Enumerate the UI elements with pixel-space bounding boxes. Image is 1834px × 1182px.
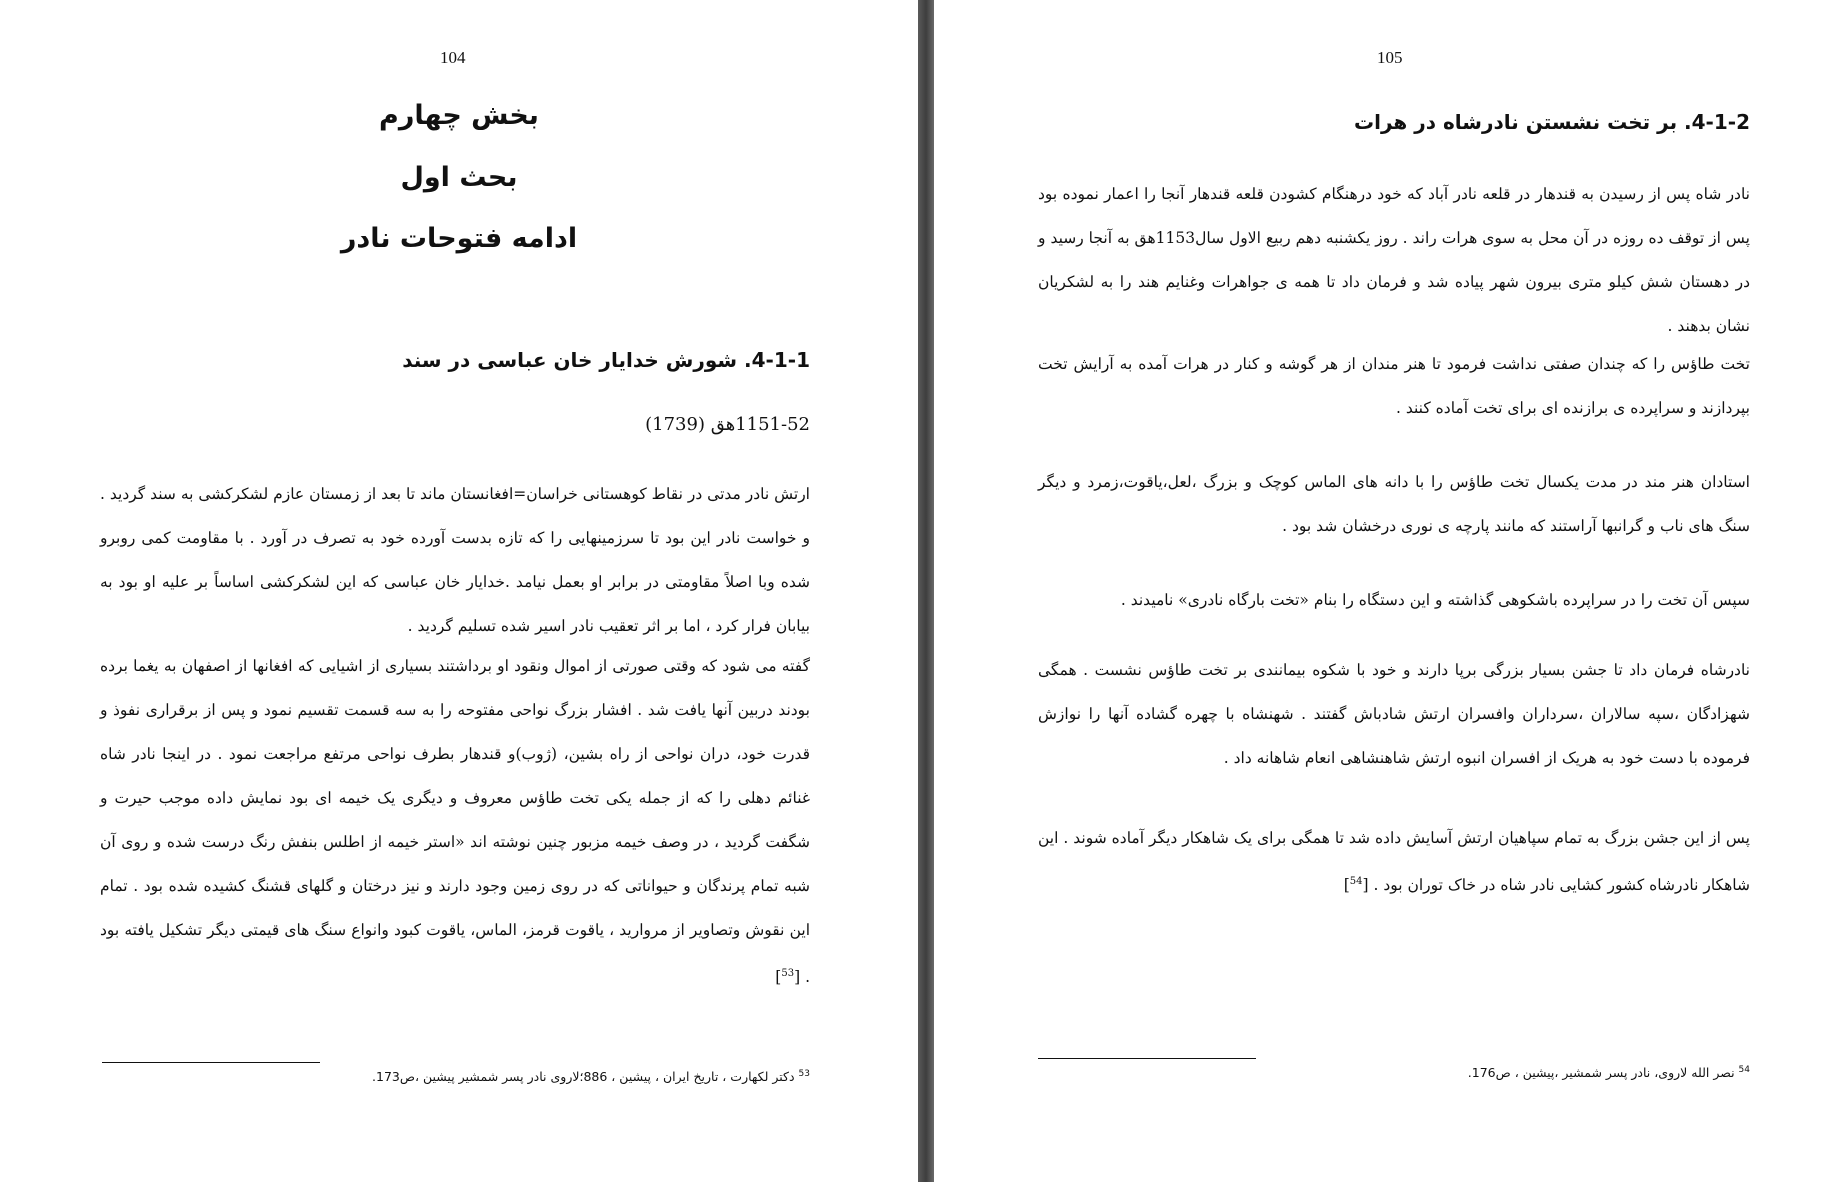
paragraph: استادان هنر مند در مدت یکسال تخت طاؤس را با دانه های الماس کوچک و بزرگ ،لعل،یاقوت،زمرد و دیگر سنگ های ناب و گرانبها آراستند که مانند پارچه ی نوری درخشان شد بود .	[1038, 473, 1750, 535]
paragraph	[100, 644, 810, 999]
reference-bracket: ]	[775, 968, 782, 987]
paragraph: سپس آن تخت را در سراپرده باشکوهی گذاشته و این دستگاه را بنام «تخت بارگاه نادری» نامیدند .	[1120, 591, 1750, 609]
footnote-divider	[1038, 1058, 1256, 1059]
reference-bracket: ]	[1343, 876, 1350, 895]
chapter-heading: بحث اول	[400, 162, 518, 193]
paragraph: ارتش نادر مدتی در نقاط کوهستانی خراسان=افغانستان ماند تا بعد از زمستان عازم لشکرکشی به سند گردید . و خواست نادر این بود تا سرزمینهایی را که تازه بدست آورده خود به تصرف در آورد . با مقاومت کمی روبرو شده وبا اصلاً مقاومتی در برابر او بعمل نیامد .خدایار خان عباسی که این لشکرکشی اساساً بر علیه او بود به بیابان فرار کرد ، اما بر اثر تعقیب نادر اسیر شده تسلیم گردید .	[100, 485, 810, 635]
page-number: 105	[1377, 48, 1403, 67]
page-number: 104	[440, 48, 466, 67]
section-title: 4-1-2. بر تخت نشستن نادرشاه در هرات	[1354, 110, 1750, 134]
section-title: 4-1-1. شورش خدایار خان عباسی در سند	[402, 348, 810, 372]
right-page	[934, 0, 1834, 1182]
footnote-text: دکتر لکهارت ، تاریخ ایران ، پیشین ، 886؛لاروی نادر پسر شمشیر پیشین ،ص173.	[372, 1069, 795, 1085]
footnote-divider	[102, 1062, 320, 1063]
part-heading: بخش چهارم	[379, 100, 539, 131]
footnote	[372, 1069, 810, 1084]
paragraph: نادر شاه پس از رسیدن به قندهار در قلعه نادر آباد که خود درهنگام کشودن قلعه قندهار آنجا را اعمار نموده بود پس از توقف ده روزه در آن محل به سوی هرات راند . روز یکشنبه دهم ربیع الاول سال1153هق به آنجا رسید و در دهستان شش کیلو متری بیرون شهر پیاده شد و فرمان داد تا همه ی جواهرات وغنایم هند را به لشکریان نشان بدهند .	[1038, 185, 1750, 335]
footnote-text: نصر الله لاروی، نادر پسر شمشیر ،پیشین ، ص176.	[1467, 1065, 1735, 1081]
paragraph	[1038, 816, 1750, 907]
paragraph: نادرشاه فرمان داد تا جشن بسیار بزرگی برپا دارند و خود با شکوه بیمانندی بر تخت طاؤس نشست . همگی شهزادگان ،سپه سالاران ،سرداران وافسران ارتش شادباش گفتند . شهنشاه با چهره گشاده آنها را نوازش فرموده با دست خود به هریک از افسران انبوه ارتش شاهنشاهی انعام شاهانه داد .	[1038, 661, 1750, 767]
topic-heading: ادامه فتوحات نادر	[340, 223, 578, 254]
footnote-reference[interactable]: 53	[781, 968, 795, 979]
footnote-number: 54	[1738, 1065, 1750, 1075]
footnote-reference[interactable]: 54	[1349, 876, 1363, 887]
date-line: 1151-52هق (1739)	[645, 414, 810, 435]
page-gutter	[918, 0, 934, 1182]
paragraph-text: گفته می شود که وقتی صورتی از اموال ونقود او برداشتند بسیاری از اشیایی که افغانها از اصفهان به یغما برده بودند دربین آنها یافت شد . افشار بزرگ نواحی مفتوحه را به سه قسمت تقسیم نمود و پس از برقراری نفوذ و قدرت خود، دران نواحی از راه بشین، (ژوب)و قندهار بطرف نواحی مرتفع مراجعت نمود . در اینجا نادر شاه غنائم دهلی را که از جمله یکی تخت طاؤس معروف و دیگری یک خیمه ای بود نمایش داده موجب حیرت و شگفت گردید ، در وصف خیمه مزبور چنین نوشته اند «استر خیمه از اطلس بنفش رنگ درست شده و روی آن شبه تمام پرندگان و حیواناتی که در روی زمین وجود دارند و نیز درختان و گلهای قشنگ کشیده شده بود . تمام این نقوش وتصاویر از مروارید ، یاقوت قرمز، الماس، یاقوت کبود وانواع سنگ های قیمتی دیگر تشکیل یافته بود . [	[100, 657, 810, 987]
footnote-number: 53	[798, 1069, 810, 1079]
paragraph: تخت طاؤس را که چندان صفتی نداشت فرمود تا هنر مندان از هر گوشه و کنار در هرات آمده به آرایش تخت بپردازند و سراپرده ی برازنده ای برای تخت آماده کنند .	[1038, 355, 1750, 417]
paragraph-text: پس از این جشن بزرگ به تمام سپاهیان ارتش آسایش داده شد تا همگی برای یک شاهکار دیگر آماده شوند . این شاهکار نادرشاه کشور کشایی نادر شاه در خاک توران بود . [	[1038, 829, 1750, 895]
footnote	[1468, 1065, 1750, 1080]
